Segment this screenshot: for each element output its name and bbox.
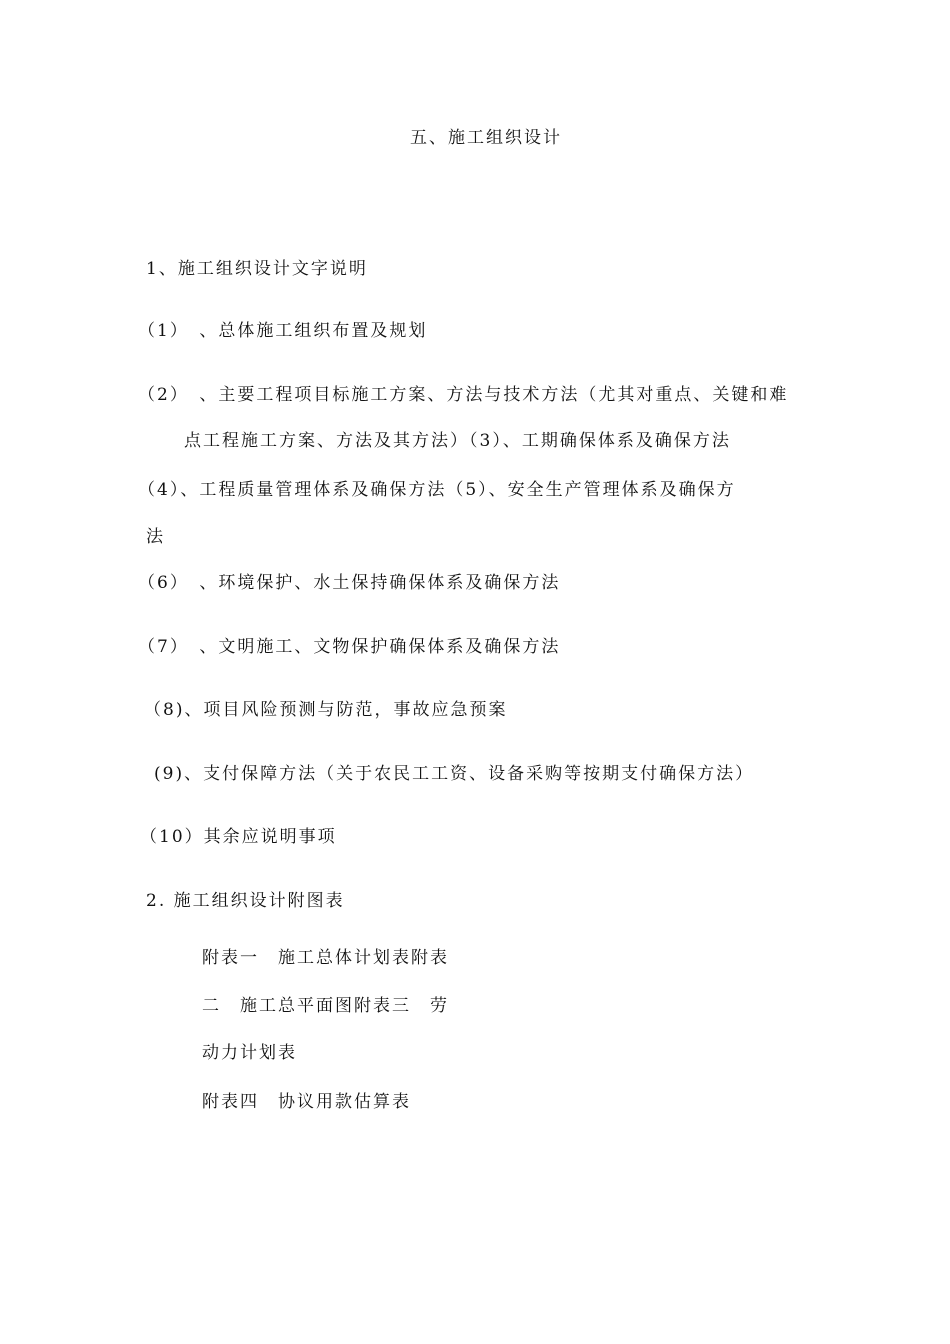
section-1-item: (9)、支付保障方法（关于农民工工资、设备采购等按期支付确保方法）: [154, 764, 755, 784]
section-2-item: 动力计划表: [202, 1043, 297, 1063]
section-1-item: 法: [146, 527, 165, 547]
section-1-item: （2） 、主要工程项目标施工方案、方法与技术方法（尤其对重点、关键和难: [138, 385, 789, 405]
section-1-item: （8)、项目风险预测与防范，事故应急预案: [144, 700, 508, 720]
section-1-item: （7） 、文明施工、文物保护确保体系及确保方法: [138, 637, 561, 657]
section-1-item: （6） 、环境保护、水土保持确保体系及确保方法: [138, 573, 561, 593]
section-2-heading: 2. 施工组织设计附图表: [146, 891, 345, 911]
section-1-item: （4）、工程质量管理体系及确保方法（5）、安全生产管理体系及确保方: [138, 480, 736, 500]
section-2-item: 二 施工总平面图附表三 劳: [202, 996, 449, 1016]
section-1-item: 点工程施工方案、方法及其方法）（3）、工期确保体系及确保方法: [184, 431, 731, 451]
section-1-item: （1） 、总体施工组织布置及规划: [138, 321, 428, 341]
page-title: 五、施工组织设计: [410, 128, 562, 148]
section-2-item: 附表一 施工总体计划表附表: [202, 948, 449, 968]
section-1-heading: 1、施工组织设计文字说明: [146, 259, 368, 279]
section-2-item: 附表四 协议用款估算表: [202, 1092, 411, 1112]
section-1-item: （10）其余应说明事项: [140, 827, 337, 847]
